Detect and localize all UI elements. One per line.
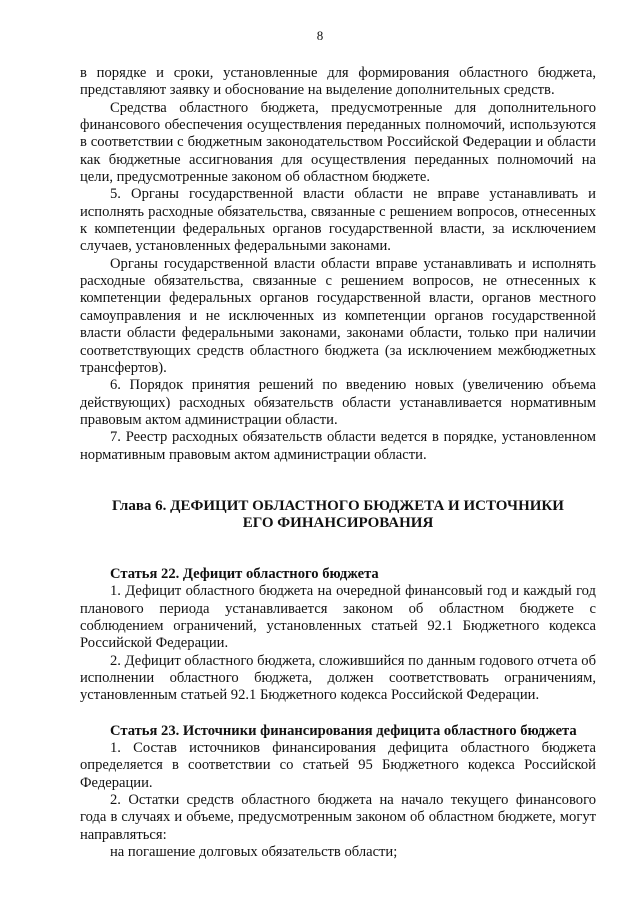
article-22-paragraph-2: 2. Дефицит областного бюджета, сложившийся по данным годового отчета об исполнении областного бюджета, должен соответствовать ограничениям, установленным статьей 92.1 Бюджетного кодекса Российской Федерации. [80,652,596,704]
paragraph-item-6: 6. Порядок принятия решений по введению новых (увеличению объема действующих) расходных обязательств области устанавливается нормативным правовым актом администрации области. [80,377,596,428]
paragraph-continuation: в порядке и сроки, установленные для формирования областного бюджета, представляют заявку и обоснование на выделение дополнительных средств. [80,65,596,99]
article-23-paragraph-1: 1. Состав источников финансирования дефицита областного бюджета определяется в соответствии со статьей 95 Бюджетного кодекса Российской Федерации. [80,740,596,791]
article-22-paragraph-1: 1. Дефицит областного бюджета на очередной финансовый год и каждый год планового периода устанавливается законом об областном бюджете с соблюдением ограничений, установленных статьей 92.1 Бюджетного кодекса Российской Федерации. [80,583,596,652]
page-number: 8 [316,28,324,43]
paragraph-item-5: 5. Органы государственной власти области не вправе устанавливать и исполнять расходные обязательства, связанные с решением вопросов, отнесенных к компетенции федеральных органов государственной власти, за исключением случаев, установленных федеральными законами. [80,186,596,255]
chapter-title-line-2: ЕГО ФИНАНСИРОВАНИЯ [242,515,434,532]
chapter-title-line-1: Глава 6. ДЕФИЦИТ ОБЛАСТНОГО БЮДЖЕТА И ИСТОЧНИКИ [112,497,564,514]
article-23-title: Статья 23. Источники финансирования дефицита областного бюджета [110,722,577,739]
paragraph-additional-funds: Средства областного бюджета, предусмотренные для дополнительного финансового обеспечения осуществления переданных полномочий, используются в соответствии с бюджетным законодательством Российской Федерации и области как бюджетные ассигнования для осуществления переданных полномочий на цели, предусмотренные законом об областном бюджете. [80,99,596,186]
chapter-title [80,498,596,533]
document-body [80,65,596,861]
article-22-title: Статья 22. Дефицит областного бюджета [110,565,379,582]
paragraph-authority-rights: Органы государственной власти области вправе устанавливать и исполнять расходные обязательства, связанные с решением вопросов, не отнесенных к компетенции федеральных органов государственной власти, органов местного самоуправления и не исключенных из компетенции органов государственной власти области федеральными законами, законами области, только при наличии соответствующих средств областного бюджета (за исключением межбюджетных трансфертов). [80,255,596,376]
paragraph-item-7: 7. Реестр расходных обязательств области ведется в порядке, установленном нормативным правовым актом администрации области. [80,429,596,463]
article-23-paragraph-2: 2. Остатки средств областного бюджета на начало текущего финансового года в случаях и объеме, предусмотренным законом об областном бюджете, могут направляться: [80,792,596,843]
article-23-paragraph-3: на погашение долговых обязательств области; [110,844,398,861]
